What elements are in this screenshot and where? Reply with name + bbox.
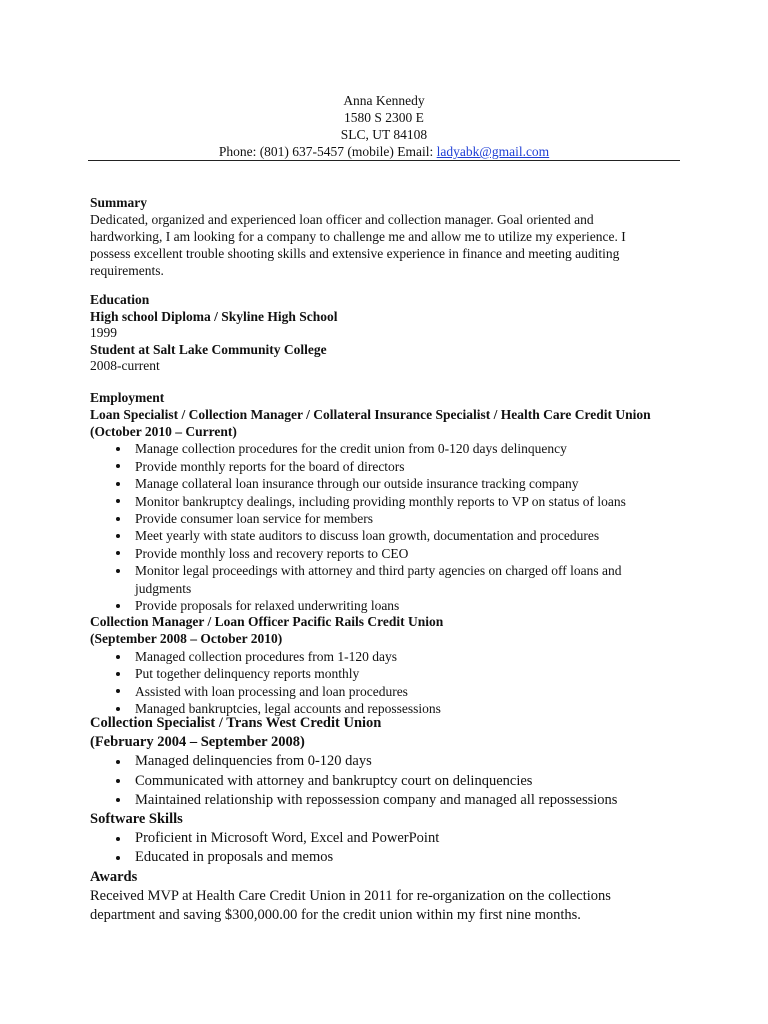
duty-text: Maintained relationship with repossession company and managed all repossessions: [135, 791, 618, 808]
list-item: [90, 510, 680, 527]
software-heading: Software Skills: [90, 811, 183, 828]
list-item: [90, 772, 680, 791]
header-divider: [88, 160, 680, 161]
summary-section: [90, 194, 680, 279]
bullet-icon: [116, 856, 120, 860]
awards-line: Received MVP at Health Care Credit Union in 2011 for re-organization on the collections: [90, 887, 611, 904]
duty-text: Provide proposals for relaxed underwriting loans: [135, 598, 400, 614]
job-title: Collection Manager / Loan Officer Pacific Rails Credit Union: [90, 614, 444, 630]
duty-text: Manage collateral loan insurance through our outside insurance tracking company: [135, 476, 579, 492]
summary-line: Dedicated, organized and experienced loan officer and collection manager. Goal oriented and: [90, 212, 594, 227]
duty-text: Meet yearly with state auditors to discuss loan growth, documentation and procedures: [135, 528, 600, 544]
bullet-icon: [116, 689, 120, 693]
bullet-icon: [116, 551, 120, 555]
bullet-icon: [116, 482, 120, 486]
summary-line: possess excellent trouble shooting skills and extensive experience in finance and meeting auditing: [90, 246, 620, 261]
list-item: [90, 791, 680, 810]
duty-text: Managed delinquencies from 0-120 days: [135, 753, 372, 770]
education-date: 2008-current: [90, 358, 160, 373]
job-duties-list: [90, 648, 680, 718]
street-address: 1580 S 2300 E: [344, 110, 424, 125]
list-item: [90, 665, 680, 682]
applicant-name: Anna Kennedy: [343, 93, 425, 108]
duty-text: Provide consumer loan service for members: [135, 511, 374, 527]
bullet-icon: [116, 604, 120, 608]
awards-heading: Awards: [90, 868, 138, 885]
duty-text: Put together delinquency reports monthly: [135, 666, 360, 682]
bullet-icon: [116, 499, 120, 503]
duty-text: Manage collection procedures for the credit union from 0-120 days delinquency: [135, 441, 567, 457]
duty-text: Managed collection procedures from 1-120 days: [135, 649, 398, 665]
list-item: [90, 475, 680, 492]
duty-text: Communicated with attorney and bankruptcy court on delinquencies: [135, 772, 533, 789]
list-item: [90, 848, 680, 867]
list-item: [90, 648, 680, 665]
list-item: [90, 458, 680, 475]
education-school: Student at Salt Lake Community College: [90, 341, 327, 357]
bullet-icon: [116, 447, 120, 451]
contact-header: [88, 92, 680, 160]
job-dates: (October 2010 – Current): [90, 423, 237, 439]
list-item: [90, 527, 680, 544]
job-title: Collection Specialist / Trans West Credit Union: [90, 715, 382, 731]
list-item: [90, 562, 680, 597]
list-item: [90, 545, 680, 562]
education-heading: Education: [90, 292, 150, 307]
bullet-icon: [116, 517, 120, 521]
duty-text: Monitor bankruptcy dealings, including providing monthly reports to VP on status of loans: [135, 493, 626, 509]
duty-text: Provide monthly loss and recovery reports to CEO: [135, 545, 409, 561]
summary-line: hardworking, I am looking for a company to challenge me and allow me to utilize my experience. I: [90, 229, 626, 244]
job-duties-list: [90, 752, 680, 810]
list-item: [90, 683, 680, 700]
employment-heading: Employment: [90, 390, 165, 405]
phone-email-line: [88, 143, 680, 160]
list-item: [90, 440, 680, 457]
bullet-icon: [116, 798, 120, 802]
bullet-icon: [116, 569, 120, 573]
phone-text: Phone: (801) 637-5457 (mobile) Email:: [218, 144, 437, 159]
bullet-icon: [116, 464, 120, 468]
summary-heading: Summary: [90, 195, 147, 210]
list-item: [90, 752, 680, 771]
summary-line: requirements.: [90, 263, 164, 278]
software-skills-list: [90, 829, 680, 867]
list-item: [90, 829, 680, 848]
job-dates: (February 2004 – September 2008): [90, 734, 305, 751]
email-link[interactable]: ladyabk@gmail.com: [436, 144, 550, 159]
duty-text: Monitor legal proceedings with attorney and third party agencies on charged off loans and judgments: [135, 563, 622, 596]
employment-section: [90, 390, 680, 718]
city-state-zip: SLC, UT 84108: [340, 127, 428, 142]
duty-text: Managed bankruptcies, legal accounts and repossessions: [135, 701, 441, 717]
education-date: 1999: [90, 325, 117, 340]
education-school: High school Diploma / Skyline High School: [90, 308, 338, 324]
duty-text: Assisted with loan processing and loan procedures: [135, 683, 408, 699]
bullet-icon: [116, 655, 120, 659]
skill-text: Proficient in Microsoft Word, Excel and PowerPoint: [135, 830, 440, 847]
job-dates: (September 2008 – October 2010): [90, 631, 283, 647]
bullet-icon: [116, 760, 120, 764]
job-block-trans-west: [90, 714, 680, 925]
education-section: [90, 292, 680, 375]
list-item: [90, 597, 680, 614]
bullet-icon: [116, 837, 120, 841]
bullet-icon: [116, 534, 120, 538]
duty-text: Provide monthly reports for the board of directors: [135, 458, 405, 474]
skill-text: Educated in proposals and memos: [135, 849, 334, 866]
job-title: Loan Specialist / Collection Manager / Collateral Insurance Specialist / Health Care Credit Union: [90, 406, 651, 422]
bullet-icon: [116, 707, 120, 711]
list-item: [90, 493, 680, 510]
bullet-icon: [116, 672, 120, 676]
job-duties-list: [90, 440, 680, 614]
bullet-icon: [116, 779, 120, 783]
awards-line: department and saving $300,000.00 for the credit union within my first nine months.: [90, 907, 581, 924]
